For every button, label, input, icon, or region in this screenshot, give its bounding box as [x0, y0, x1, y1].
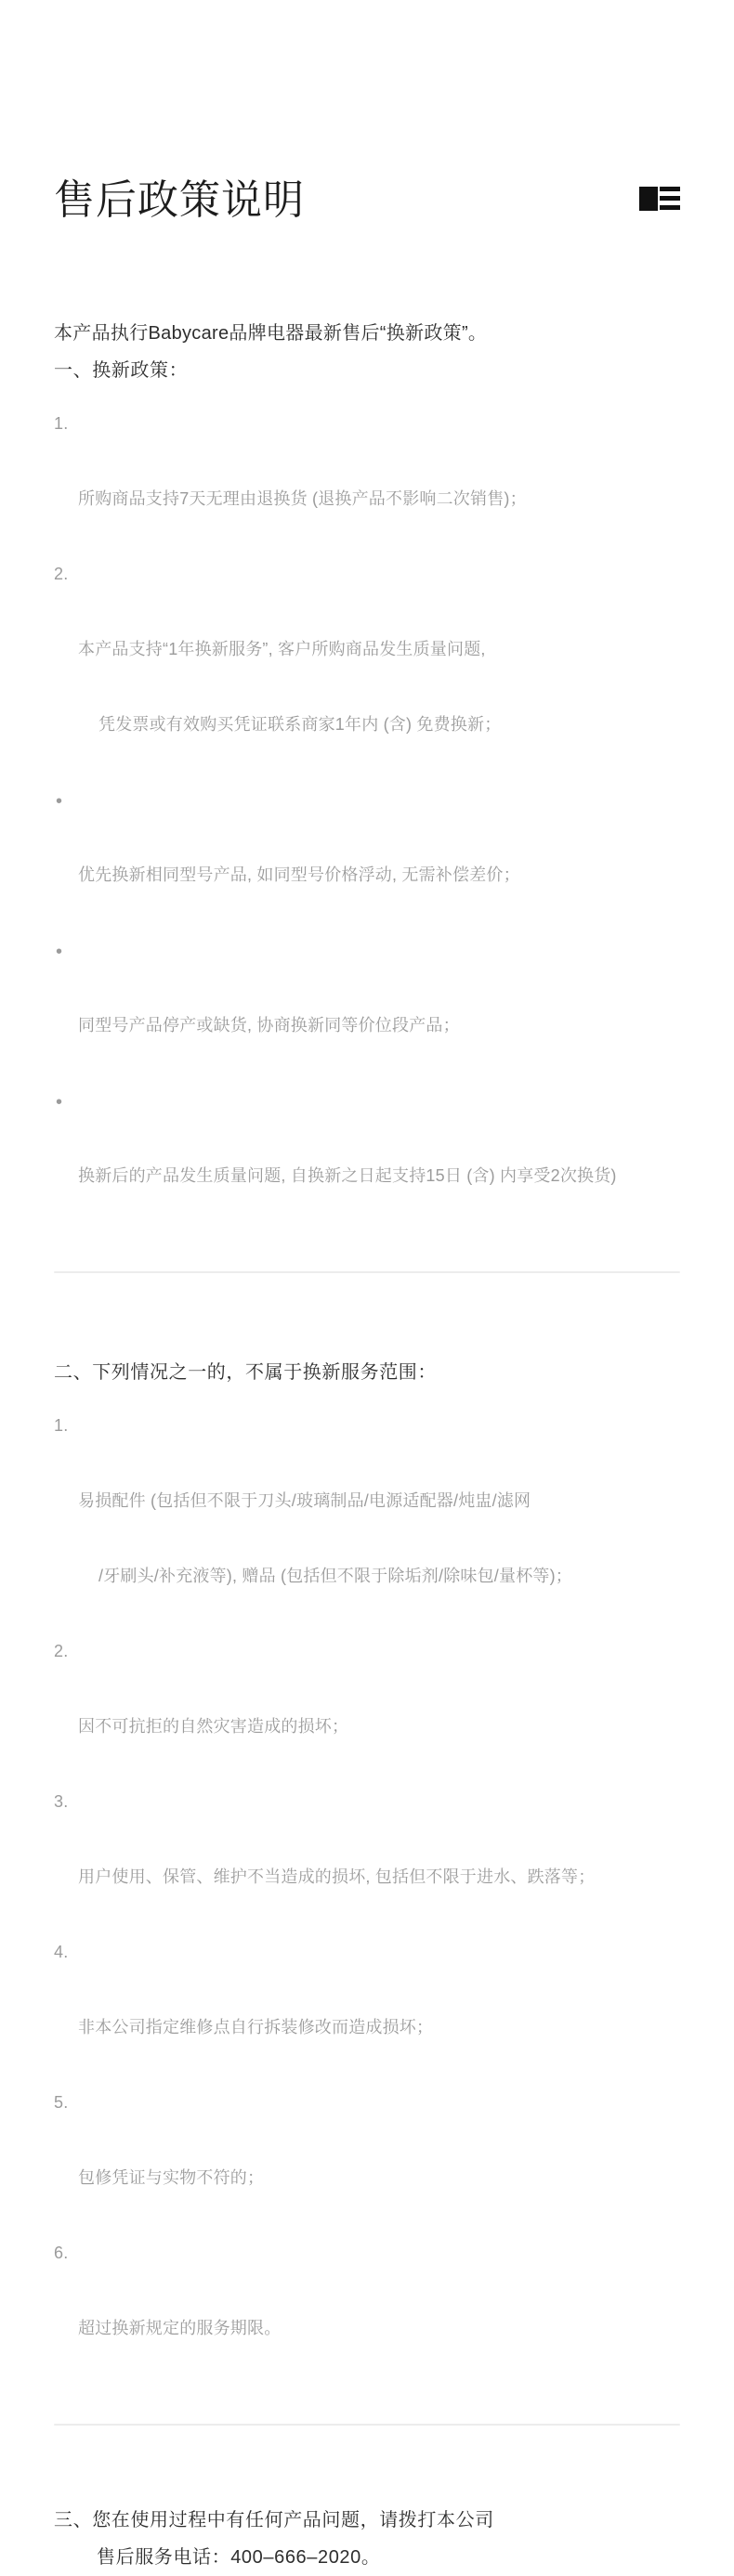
section-divider-2	[54, 2424, 680, 2426]
section-1-list	[54, 405, 680, 1232]
list-item-text: 包修凭证与实物不符的；	[78, 2168, 265, 2187]
page-header	[54, 0, 680, 223]
list-item-text-continued: 凭发票或有效购买凭证联系商家1年内 (含) 免费换新；	[98, 715, 502, 734]
list-item-marker: •	[56, 1092, 63, 1112]
list-item	[54, 1783, 680, 1933]
list-item-marker: 1.	[54, 1416, 69, 1435]
list-item-text: 用户使用、保管、维护不当造成的损坏, 包括但不限于进水、跌落等；	[78, 1867, 596, 1886]
list-item-text: 优先换新相同型号产品, 如同型号价格浮动, 无需补偿差价；	[78, 865, 520, 884]
list-item-text: 所购商品支持7天无理由退换货 (退换产品不影响二次销售)；	[78, 489, 527, 508]
section-1-heading: 一、换新政策：	[54, 360, 189, 381]
section-3-line-2: 售后服务电话：400–666–2020。	[97, 2547, 381, 2568]
intro-paragraph: 本产品执行Babycare品牌电器最新售后“换新政策”。	[54, 323, 488, 344]
list-item-marker: 2.	[54, 1642, 69, 1660]
list-item-text-continued: /牙刷头/补充液等), 赠品 (包括但不限于除垢剂/除味包/量杯等)；	[98, 1567, 572, 1585]
list-item-marker: •	[56, 791, 63, 812]
list-item-text: 非本公司指定维修点自行拆装修改而造成损坏；	[78, 2018, 434, 2036]
list-item	[54, 931, 680, 1082]
list-item	[54, 2084, 680, 2234]
list-item	[54, 555, 680, 781]
section-3	[54, 2502, 680, 2576]
page-title: 售后政策说明	[54, 176, 305, 223]
list-item-text: 同型号产品停产或缺货, 协商换新同等价位段产品；	[78, 1016, 460, 1034]
section-3-line-1: 三、您在使用过程中有任何产品问题，请拨打本公司	[54, 2510, 494, 2530]
list-item	[54, 1082, 680, 1232]
list-item	[54, 1407, 680, 1633]
list-item-text: 本产品支持“1年换新服务”, 客户所购商品发生质量问题,	[78, 640, 486, 658]
menu-icon-line-3	[660, 205, 680, 210]
list-item-text: 因不可抗拒的自然灾害造成的损坏；	[78, 1717, 349, 1736]
list-menu-icon[interactable]	[639, 186, 680, 214]
menu-icon-line-2	[660, 196, 680, 201]
list-item-marker: 1.	[54, 414, 69, 433]
list-item	[54, 1933, 680, 2084]
list-item	[54, 2234, 680, 2385]
section-divider-1	[54, 1271, 680, 1273]
list-item-marker: 6.	[54, 2244, 69, 2262]
list-item-text: 易损配件 (包括但不限于刀头/玻璃制品/电源适配器/炖盅/滤网	[78, 1491, 531, 1510]
list-item	[54, 405, 680, 555]
list-item-marker: 4.	[54, 1943, 69, 1961]
list-item-text: 换新后的产品发生质量问题, 自换新之日起支持15日 (含) 内享受2次换货)	[78, 1166, 617, 1185]
menu-icon-line-1	[660, 187, 680, 191]
section-2-list	[54, 1407, 680, 2385]
list-item-marker: 5.	[54, 2093, 69, 2112]
list-item	[54, 1633, 680, 1783]
menu-icon-block	[639, 187, 658, 211]
list-item-marker: 3.	[54, 1792, 69, 1811]
list-item-marker: 2.	[54, 565, 69, 583]
list-item	[54, 781, 680, 931]
list-item-marker: •	[56, 942, 63, 962]
section-2	[54, 1355, 680, 2385]
section-2-heading: 二、下列情况之一的，不属于换新服务范围：	[54, 1362, 437, 1383]
list-item-text: 超过换新规定的服务期限。	[78, 2319, 282, 2337]
